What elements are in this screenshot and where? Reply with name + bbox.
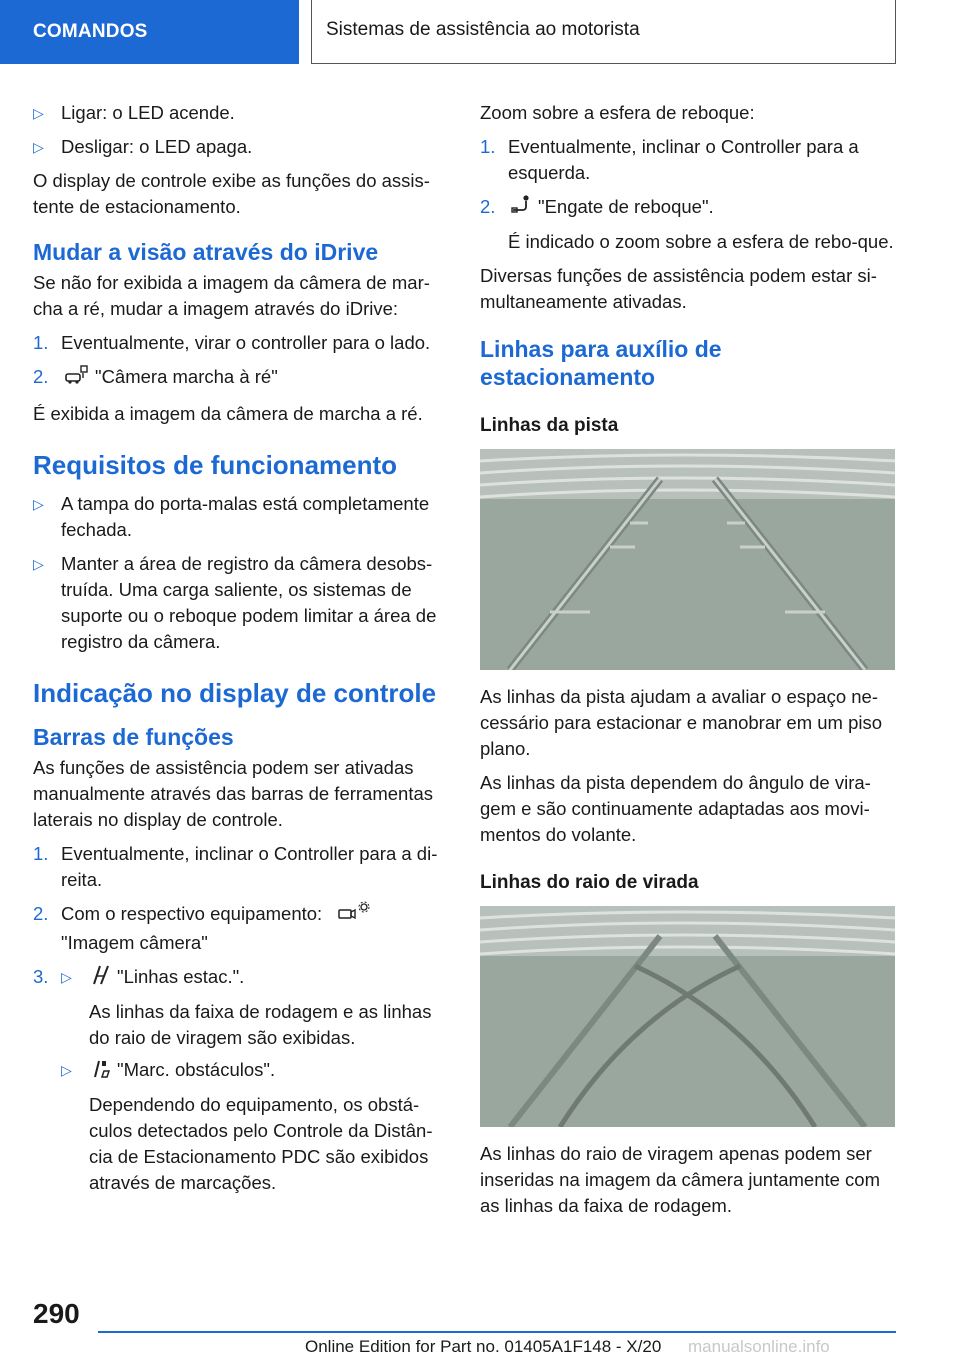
bullet-marker: ▷ xyxy=(33,496,44,512)
list-item: 2. Com o respectivo equipamento: "Imagem câmera" xyxy=(33,901,451,956)
paragraph: Diversas funções de assistência podem estar si-multaneamente ativadas. xyxy=(480,265,877,312)
list-item: 1. Eventualmente, inclinar o Controller para a di-reita. xyxy=(33,843,438,890)
heading-turn-radius: Linhas do raio de virada xyxy=(480,872,699,893)
paragraph: As linhas da pista dependem do ângulo de vira-gem e são continuamente adaptadas aos movi-mentos do volante. xyxy=(480,772,871,845)
chapter-title: Sistemas de assistência ao motorista xyxy=(311,0,896,64)
heading-display: Indicação no display de controle xyxy=(33,678,437,708)
bullet-marker: ▷ xyxy=(33,105,44,121)
heading-lane-lines: Linhas da pista xyxy=(480,415,619,436)
list-item: ▷ Manter a área de registro da câmera desobs-truída. Uma carga saliente, os sistemas de suporte ou o reboque podem limitar a área de registro da câmera. xyxy=(33,553,437,652)
heading-requirements: Requisitos de funcionamento xyxy=(33,450,398,480)
bullet-marker: ▷ xyxy=(33,556,44,572)
footer-divider xyxy=(98,1331,896,1333)
list-item: ▷ A tampa do porta-malas está completamente fechada. xyxy=(33,493,430,540)
bullet-marker: ▷ xyxy=(33,139,44,155)
paragraph: Se não for exibida a imagem da câmera de mar-cha a ré, mudar a imagem através do iDrive: xyxy=(33,272,430,319)
paragraph: As funções de assistência podem ser ativadas manualmente através das barras de ferramentas laterais no display de controle. xyxy=(33,757,434,830)
sub-list-item: ▷ "Marc. obstáculos". Dependendo do equipamento, os obstá-culos detectados pelo Controle da Distân-cia de Estacionamento PDC são exibidos através de marcações. xyxy=(61,1059,433,1193)
paragraph: É exibida a imagem da câmera de marcha a ré. xyxy=(33,403,423,424)
sub-list-item: ▷ "Linhas estac.". As linhas da faixa de rodagem e as linhas do raio de viragem são exibidas. xyxy=(61,966,432,1048)
list-item: 2. "Engate de reboque". É indicado o zoom sobre a esfera de rebo-que. xyxy=(480,196,894,252)
paragraph: As linhas do raio de viragem apenas podem ser inseridas na imagem da câmera juntamente com as linhas da faixa de rodagem. xyxy=(480,1143,880,1216)
list-item: ▷ Ligar: o LED acende. xyxy=(33,100,451,126)
list-item: 3. ▷ "Linhas estac.". As linhas da faixa de rodagem e as linhas do raio de viragem são exibidas. ▷ "Marc. obstáculos". Dependendo do equipamento, os obstá-culos detectados pelo Controle da Distân-cia de Estacionamento PDC são exibidos através de marcações. xyxy=(33,964,451,1196)
tow-hitch-icon xyxy=(510,194,532,223)
lane-lines-image xyxy=(480,449,895,670)
paragraph: As linhas da pista ajudam a avaliar o espaço ne-cessário para estacionar e manobrar em um piso plano. xyxy=(480,686,883,759)
paragraph: O display de controle exibe as funções do assis-tente de estacionamento. xyxy=(33,170,430,217)
turn-radius-image xyxy=(480,906,895,1127)
edition-note: Online Edition for Part no. 01405A1F148 - X/20 xyxy=(305,1337,662,1356)
parking-lines-icon xyxy=(91,964,111,993)
left-column xyxy=(33,100,451,1204)
list-item: 2. "Câmera marcha à ré" xyxy=(33,364,451,393)
list-item: ▷ Desligar: o LED apaga. xyxy=(33,134,451,160)
right-column xyxy=(480,100,898,1227)
heading-function-bars: Barras de funções xyxy=(33,724,234,750)
list-item: 1. Eventualmente, inclinar o Controller para a esquerda. xyxy=(480,136,859,183)
camera-settings-icon xyxy=(337,901,371,930)
rear-camera-icon xyxy=(63,364,89,393)
page-number: 290 xyxy=(33,1298,80,1329)
heading-idrive: Mudar a visão através do iDrive xyxy=(33,239,379,265)
list-item: 1. Eventualmente, virar o controller para o lado. xyxy=(33,332,431,353)
obstacle-marking-icon xyxy=(91,1057,111,1086)
section-tab: COMANDOS xyxy=(0,0,299,64)
watermark: manualsonline.info xyxy=(688,1337,830,1356)
heading-parking-lines: Linhas para auxílio de estacionamento xyxy=(480,336,722,390)
paragraph: Zoom sobre a esfera de reboque: xyxy=(480,102,755,123)
